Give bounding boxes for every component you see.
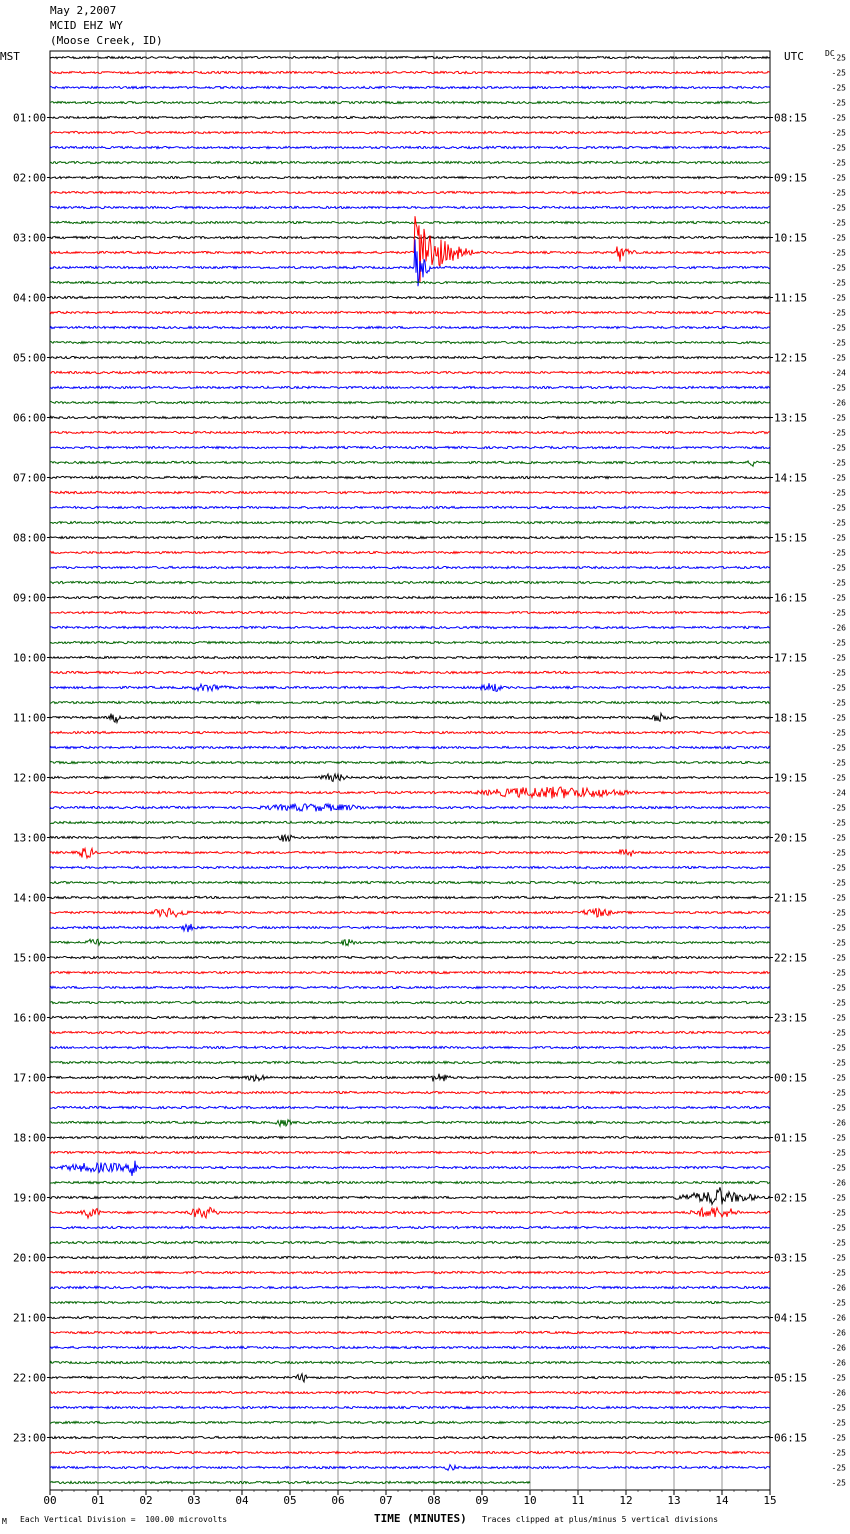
dc-offset-label: -25 bbox=[831, 713, 846, 723]
seismic-trace bbox=[50, 506, 770, 508]
hour-label-utc: 12:15 bbox=[774, 351, 808, 365]
hour-label-utc: 18:15 bbox=[774, 711, 808, 725]
hour-label-utc: 03:15 bbox=[774, 1251, 808, 1265]
dc-offset-label: -25 bbox=[831, 773, 846, 783]
hour-label-utc: 08:15 bbox=[774, 111, 808, 125]
seismic-trace bbox=[50, 774, 770, 781]
seismic-trace bbox=[50, 1346, 770, 1348]
hour-label-local: 13:00 bbox=[13, 831, 47, 845]
dc-offset-label: -25 bbox=[831, 683, 846, 693]
dc-offset-label: -25 bbox=[831, 533, 846, 543]
seismic-trace bbox=[50, 1046, 770, 1048]
hour-label-utc: 05:15 bbox=[774, 1371, 808, 1385]
seismic-trace bbox=[50, 1161, 770, 1176]
dc-offset-label: -25 bbox=[831, 338, 846, 348]
seismic-trace bbox=[50, 1436, 770, 1438]
seismic-trace bbox=[50, 1061, 770, 1063]
dc-offset-label: -25 bbox=[831, 653, 846, 663]
dc-offset-label: -25 bbox=[831, 728, 846, 738]
hour-label-utc: 01:15 bbox=[774, 1131, 808, 1145]
hour-label-local: 19:00 bbox=[13, 1191, 47, 1205]
seismic-trace bbox=[50, 1271, 770, 1273]
seismic-trace bbox=[50, 1136, 770, 1138]
dc-offset-label: -25 bbox=[831, 1073, 846, 1083]
dc-offset-label: -25 bbox=[831, 908, 846, 918]
seismic-trace bbox=[50, 1151, 770, 1153]
dc-offset-label: -24 bbox=[831, 788, 846, 798]
hour-label-local: 01:00 bbox=[13, 111, 47, 125]
dc-offset-label: -25 bbox=[831, 1148, 846, 1158]
hour-label-local: 17:00 bbox=[13, 1071, 47, 1085]
dc-offset-label: -26 bbox=[831, 1358, 846, 1368]
dc-offset-label: -25 bbox=[831, 53, 846, 63]
dc-offset-label: -26 bbox=[831, 623, 846, 633]
dc-offset-label: -25 bbox=[831, 98, 846, 108]
hour-label-local: 10:00 bbox=[13, 651, 47, 665]
dc-offset-label: -25 bbox=[831, 188, 846, 198]
hour-label-local: 23:00 bbox=[13, 1431, 47, 1445]
seismic-trace bbox=[50, 1016, 770, 1018]
dc-offset-label: -25 bbox=[831, 1013, 846, 1023]
seismic-trace bbox=[50, 386, 770, 388]
dc-offset-label: -25 bbox=[831, 143, 846, 153]
hour-label-utc: 11:15 bbox=[774, 291, 808, 305]
dc-offset-label: -25 bbox=[831, 1298, 846, 1308]
seismic-trace bbox=[50, 551, 770, 553]
seismic-trace bbox=[50, 101, 770, 103]
dc-offset-label: -25 bbox=[831, 383, 846, 393]
header-station: MCID EHZ WY bbox=[50, 19, 123, 32]
seismic-trace bbox=[50, 116, 770, 118]
seismic-trace bbox=[50, 924, 770, 932]
x-tick-label: 01 bbox=[91, 1494, 105, 1507]
seismic-trace bbox=[50, 131, 770, 133]
seismic-trace bbox=[50, 1001, 770, 1003]
hour-label-local: 04:00 bbox=[13, 291, 47, 305]
seismic-trace bbox=[50, 146, 770, 148]
hour-label-local: 21:00 bbox=[13, 1311, 47, 1325]
x-tick-label: 07 bbox=[379, 1494, 393, 1507]
seismic-trace bbox=[50, 86, 770, 88]
dc-offset-label: -25 bbox=[831, 893, 846, 903]
hour-label-local: 15:00 bbox=[13, 951, 47, 965]
seismic-trace bbox=[50, 701, 770, 703]
hour-label-local: 16:00 bbox=[13, 1011, 47, 1025]
dc-offset-label: -25 bbox=[831, 803, 846, 813]
seismic-trace bbox=[50, 491, 770, 493]
seismic-trace bbox=[50, 1074, 770, 1082]
seismic-trace bbox=[50, 683, 770, 691]
hour-label-local: 18:00 bbox=[13, 1131, 47, 1145]
x-tick-label: 00 bbox=[43, 1494, 57, 1507]
dc-offset-label: -25 bbox=[831, 998, 846, 1008]
seismic-trace bbox=[50, 341, 770, 343]
dc-offset-label: -25 bbox=[831, 488, 846, 498]
hour-label-local: 11:00 bbox=[13, 711, 47, 725]
seismic-trace bbox=[50, 176, 770, 178]
hour-label-utc: 00:15 bbox=[774, 1071, 808, 1085]
hour-label-utc: 23:15 bbox=[774, 1011, 808, 1025]
seismic-trace bbox=[50, 821, 770, 823]
seismic-trace bbox=[50, 326, 770, 328]
dc-offset-label: -26 bbox=[831, 1328, 846, 1338]
seismic-trace bbox=[50, 356, 770, 358]
seismic-trace bbox=[50, 713, 770, 722]
seismic-trace bbox=[50, 804, 770, 812]
x-tick-label: 08 bbox=[427, 1494, 441, 1507]
dc-offset-label: -25 bbox=[831, 1268, 846, 1278]
dc-offset-label: -25 bbox=[831, 68, 846, 78]
seismic-trace bbox=[50, 908, 770, 917]
dc-offset-label: -25 bbox=[831, 158, 846, 168]
hour-label-local: 02:00 bbox=[13, 171, 47, 185]
dc-offset-label: -25 bbox=[831, 293, 846, 303]
seismic-trace bbox=[50, 206, 770, 208]
seismic-trace bbox=[50, 536, 770, 538]
dc-offset-label: -25 bbox=[831, 938, 846, 948]
dc-offset-label: -25 bbox=[831, 1103, 846, 1113]
seismic-trace bbox=[50, 1361, 770, 1363]
seismic-trace bbox=[50, 1226, 770, 1228]
x-axis-title: TIME (MINUTES) bbox=[374, 1512, 467, 1525]
hour-label-utc: 06:15 bbox=[774, 1431, 808, 1445]
hour-label-local: 12:00 bbox=[13, 771, 47, 785]
corner-mark: M bbox=[2, 1517, 7, 1526]
dc-offset-label: -25 bbox=[831, 638, 846, 648]
dc-offset-label: -25 bbox=[831, 218, 846, 228]
seismic-trace bbox=[50, 1286, 770, 1288]
x-tick-label: 04 bbox=[235, 1494, 249, 1507]
seismic-trace bbox=[50, 239, 770, 286]
header-date: May 2,2007 bbox=[50, 4, 117, 17]
hour-label-local: 22:00 bbox=[13, 1371, 47, 1385]
hour-label-utc: 17:15 bbox=[774, 651, 808, 665]
dc-offset-label: -25 bbox=[831, 113, 846, 123]
dc-offset-label: -25 bbox=[831, 563, 846, 573]
seismic-trace bbox=[50, 521, 770, 523]
scale-note: Each Vertical Division = 100.00 microvolts bbox=[20, 1515, 228, 1524]
seismic-trace bbox=[50, 1106, 770, 1108]
seismic-trace bbox=[50, 1406, 770, 1408]
seismic-trace bbox=[50, 611, 770, 613]
seismic-trace bbox=[50, 761, 770, 763]
hour-label-utc: 19:15 bbox=[774, 771, 808, 785]
dc-offset-label: -25 bbox=[831, 323, 846, 333]
hour-label-utc: 04:15 bbox=[774, 1311, 808, 1325]
seismic-trace bbox=[50, 71, 770, 73]
seismic-trace bbox=[50, 1421, 770, 1423]
seismic-trace bbox=[50, 221, 770, 223]
dc-offset-label: -25 bbox=[831, 758, 846, 768]
dc-offset-label: -26 bbox=[831, 1283, 846, 1293]
hour-label-local: 05:00 bbox=[13, 351, 47, 365]
seismic-trace bbox=[50, 1331, 770, 1333]
dc-offset-label: -25 bbox=[831, 1253, 846, 1263]
dc-offset-label: -25 bbox=[831, 578, 846, 588]
dc-offset-label: -25 bbox=[831, 1058, 846, 1068]
hour-label-utc: 15:15 bbox=[774, 531, 808, 545]
seismic-trace bbox=[50, 1031, 770, 1033]
hour-label-local: 08:00 bbox=[13, 531, 47, 545]
dc-offset-label: -25 bbox=[831, 1418, 846, 1428]
seismic-trace bbox=[50, 191, 770, 193]
x-tick-label: 06 bbox=[331, 1494, 345, 1507]
hour-label-local: 03:00 bbox=[13, 231, 47, 245]
hour-label-utc: 09:15 bbox=[774, 171, 808, 185]
dc-offset-label: -25 bbox=[831, 968, 846, 978]
hour-label-utc: 13:15 bbox=[774, 411, 808, 425]
seismic-trace bbox=[50, 787, 770, 799]
seismic-trace bbox=[50, 1187, 770, 1204]
seismic-trace bbox=[50, 296, 770, 298]
seismic-trace bbox=[50, 1091, 770, 1093]
seismic-trace bbox=[50, 581, 770, 583]
dc-offset-label: -25 bbox=[831, 278, 846, 288]
dc-offset-label: -25 bbox=[831, 593, 846, 603]
dc-offset-label: -25 bbox=[831, 308, 846, 318]
seismic-trace bbox=[50, 596, 770, 598]
seismic-trace bbox=[50, 1465, 770, 1471]
dc-offset-label: -25 bbox=[831, 1193, 846, 1203]
dc-offset-label: -25 bbox=[831, 83, 846, 93]
x-tick-label: 02 bbox=[139, 1494, 153, 1507]
dc-offset-label: -25 bbox=[831, 203, 846, 213]
seismic-trace bbox=[50, 476, 770, 478]
x-tick-label: 05 bbox=[283, 1494, 297, 1507]
dc-offset-label: -25 bbox=[831, 458, 846, 468]
dc-offset-label: -25 bbox=[831, 503, 846, 513]
seismic-trace bbox=[50, 896, 770, 898]
dc-offset-label: -25 bbox=[831, 1463, 846, 1473]
seismic-trace bbox=[50, 401, 770, 403]
right-zone-label: UTC bbox=[784, 50, 804, 63]
x-tick-label: 03 bbox=[187, 1494, 201, 1507]
dc-offset-label: -25 bbox=[831, 518, 846, 528]
clip-note: Traces clipped at plus/minus 5 vertical divisions bbox=[482, 1515, 719, 1524]
dc-offset-label: -26 bbox=[831, 1388, 846, 1398]
dc-offset-label: -25 bbox=[831, 1238, 846, 1248]
seismic-trace bbox=[50, 461, 770, 466]
dc-offset-label: -26 bbox=[831, 1343, 846, 1353]
dc-offset-label: -25 bbox=[831, 548, 846, 558]
dc-offset-label: -25 bbox=[831, 983, 846, 993]
seismic-trace bbox=[50, 881, 770, 883]
dc-offset-label: -26 bbox=[831, 1118, 846, 1128]
seismic-trace bbox=[50, 986, 770, 988]
dc-offset-label: -25 bbox=[831, 1403, 846, 1413]
dc-offset-label: -25 bbox=[831, 848, 846, 858]
seismic-trace bbox=[50, 1451, 770, 1453]
dc-offset-label: -24 bbox=[831, 368, 846, 378]
seismic-trace bbox=[50, 835, 770, 842]
seismic-trace bbox=[50, 416, 770, 418]
seismic-trace bbox=[50, 1316, 770, 1318]
dc-offset-label: -25 bbox=[831, 1088, 846, 1098]
seismic-trace bbox=[50, 1256, 770, 1258]
dc-offset-label: -26 bbox=[831, 1313, 846, 1323]
hour-label-utc: 21:15 bbox=[774, 891, 808, 905]
seismic-trace bbox=[50, 626, 770, 628]
dc-offset-label: -25 bbox=[831, 413, 846, 423]
seismic-trace bbox=[50, 939, 770, 945]
dc-offset-label: -25 bbox=[831, 1433, 846, 1443]
seismic-trace bbox=[50, 311, 770, 313]
dc-label: DC bbox=[825, 49, 835, 58]
dc-offset-label: -25 bbox=[831, 743, 846, 753]
dc-offset-label: -25 bbox=[831, 863, 846, 873]
dc-offset-label: -25 bbox=[831, 698, 846, 708]
seismic-trace bbox=[50, 671, 770, 673]
hour-label-utc: 10:15 bbox=[774, 231, 808, 245]
seismic-trace bbox=[50, 641, 770, 643]
seismic-trace bbox=[50, 731, 770, 733]
seismic-trace bbox=[50, 371, 770, 373]
seismic-trace bbox=[50, 236, 770, 238]
dc-offset-label: -25 bbox=[831, 833, 846, 843]
seismic-trace bbox=[50, 161, 770, 163]
hour-label-utc: 16:15 bbox=[774, 591, 808, 605]
seismic-trace bbox=[50, 1120, 770, 1126]
seismic-trace bbox=[50, 956, 770, 958]
dc-offset-label: -25 bbox=[831, 173, 846, 183]
dc-offset-label: -25 bbox=[831, 608, 846, 618]
hour-label-utc: 22:15 bbox=[774, 951, 808, 965]
left-zone-label: MST bbox=[0, 50, 20, 63]
seismic-trace bbox=[50, 1374, 770, 1382]
dc-offset-label: -25 bbox=[831, 353, 846, 363]
seismic-trace bbox=[50, 56, 770, 58]
dc-offset-label: -26 bbox=[831, 1178, 846, 1188]
seismic-trace bbox=[50, 866, 770, 868]
dc-offset-label: -25 bbox=[831, 923, 846, 933]
seismic-trace bbox=[50, 656, 770, 658]
dc-offset-label: -25 bbox=[831, 953, 846, 963]
seismic-trace bbox=[50, 216, 770, 283]
seismic-trace bbox=[50, 971, 770, 973]
header-location: (Moose Creek, ID) bbox=[50, 34, 163, 47]
dc-offset-label: -25 bbox=[831, 473, 846, 483]
dc-offset-label: -25 bbox=[831, 878, 846, 888]
dc-offset-label: -25 bbox=[831, 1163, 846, 1173]
x-tick-label: 10 bbox=[523, 1494, 537, 1507]
seismic-trace bbox=[50, 281, 770, 283]
dc-offset-label: -25 bbox=[831, 1448, 846, 1458]
x-tick-label: 09 bbox=[475, 1494, 489, 1507]
seismic-trace bbox=[50, 746, 770, 748]
seismic-trace bbox=[50, 1241, 770, 1243]
dc-offset-label: -25 bbox=[831, 668, 846, 678]
x-tick-label: 13 bbox=[667, 1494, 681, 1507]
dc-offset-label: -25 bbox=[831, 1478, 846, 1488]
dc-offset-label: -25 bbox=[831, 1223, 846, 1233]
hour-label-local: 07:00 bbox=[13, 471, 47, 485]
dc-offset-label: -25 bbox=[831, 443, 846, 453]
seismic-trace bbox=[50, 1301, 770, 1303]
x-tick-label: 11 bbox=[571, 1494, 585, 1507]
dc-offset-label: -25 bbox=[831, 128, 846, 138]
hour-label-local: 20:00 bbox=[13, 1251, 47, 1265]
seismic-trace bbox=[50, 566, 770, 568]
hour-label-utc: 14:15 bbox=[774, 471, 808, 485]
dc-offset-label: -26 bbox=[831, 398, 846, 408]
hour-label-local: 09:00 bbox=[13, 591, 47, 605]
seismic-trace bbox=[50, 431, 770, 433]
seismic-trace bbox=[50, 446, 770, 448]
dc-offset-label: -25 bbox=[831, 263, 846, 273]
x-tick-label: 12 bbox=[619, 1494, 633, 1507]
dc-offset-label: -25 bbox=[831, 1208, 846, 1218]
seismic-trace bbox=[50, 848, 770, 858]
dc-offset-label: -25 bbox=[831, 818, 846, 828]
dc-offset-label: -25 bbox=[831, 1133, 846, 1143]
dc-offset-label: -25 bbox=[831, 1028, 846, 1038]
seismic-trace bbox=[50, 1207, 770, 1218]
hour-label-local: 14:00 bbox=[13, 891, 47, 905]
x-tick-label: 14 bbox=[715, 1494, 729, 1507]
dc-offset-label: -25 bbox=[831, 248, 846, 258]
seismic-trace bbox=[50, 1391, 770, 1393]
x-tick-label: 15 bbox=[763, 1494, 777, 1507]
dc-offset-label: -25 bbox=[831, 1043, 846, 1053]
hour-label-utc: 20:15 bbox=[774, 831, 808, 845]
hour-label-utc: 02:15 bbox=[774, 1191, 808, 1205]
hour-label-local: 06:00 bbox=[13, 411, 47, 425]
seismic-trace bbox=[50, 1181, 770, 1183]
dc-offset-label: -25 bbox=[831, 1373, 846, 1383]
dc-offset-label: -25 bbox=[831, 428, 846, 438]
dc-offset-label: -25 bbox=[831, 233, 846, 243]
